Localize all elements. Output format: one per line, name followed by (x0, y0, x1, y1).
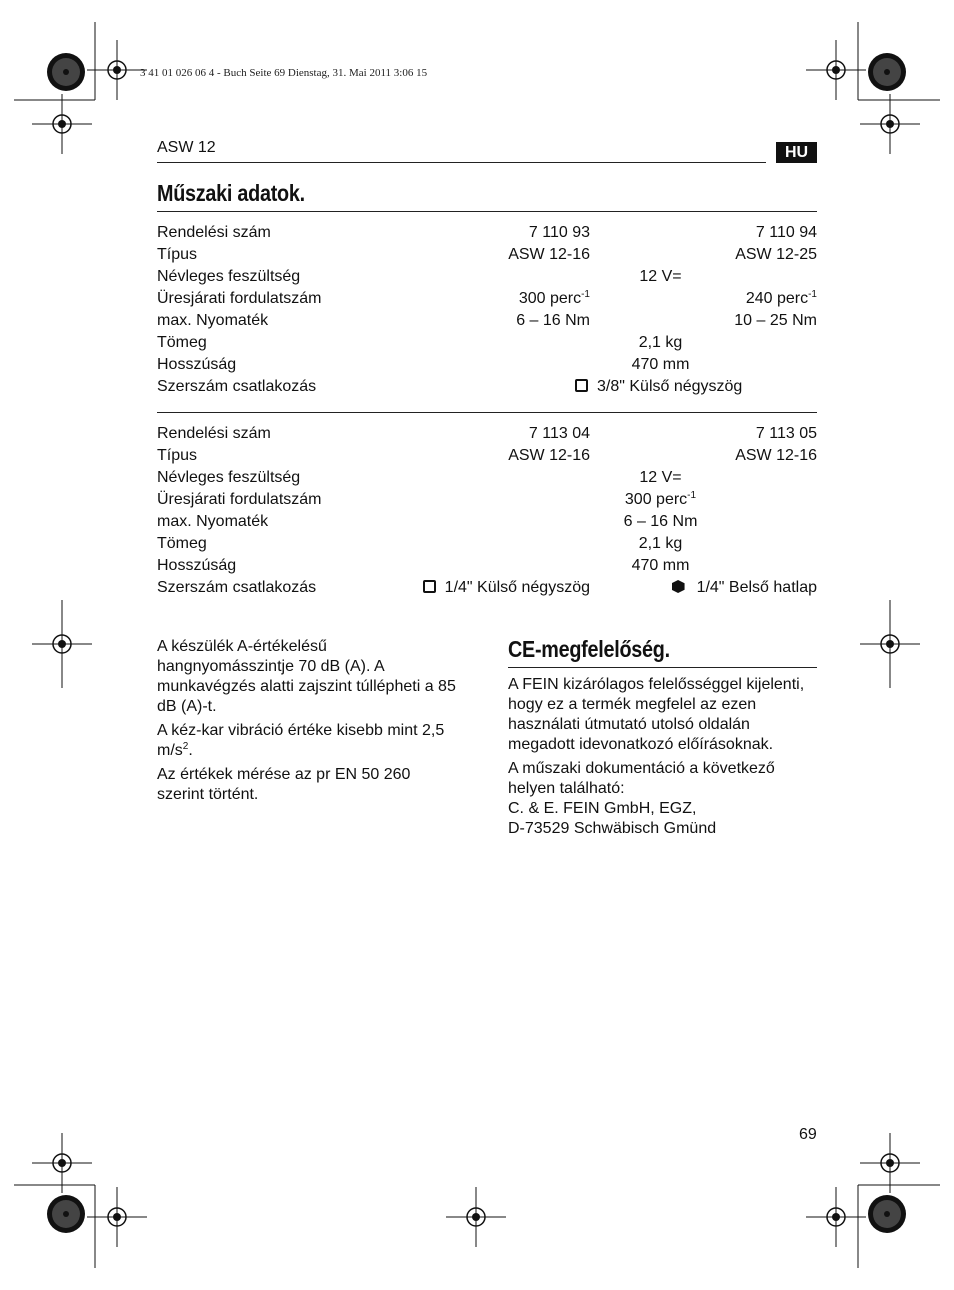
spec-row-speed: Üresjárati fordulatszám 300 perc$^{-1}$ (157, 490, 697, 508)
ce-paragraph-1: A FEIN kizárólagos felelősséggel kijelenti, hogy ez a termék megfelel az ezen használati útmutató utolsó oldalán megadott idevonatkozó előírásoknak. (508, 676, 805, 753)
square-drive-icon (423, 580, 436, 593)
spec-row-type: Típus ASW 12-16 ASW 12-25 (157, 246, 817, 263)
spec-row-length: Hosszúság 470 mm (157, 356, 690, 373)
spec-row-voltage: Névleges feszültség 12 V= (157, 268, 682, 285)
section-rule (157, 211, 817, 212)
measurement-paragraph: Az értékek mérése az pr EN 50 260 szerint történt. (157, 766, 411, 803)
ce-paragraph-2: A műszaki dokumentáció a következő helyen található: C. & E. FEIN GmbH, EGZ, D-73529 Schwäbisch Gmünd (508, 760, 775, 837)
spec-table-2 (157, 423, 817, 599)
square-drive-icon (575, 379, 588, 392)
spec-row-order-no: Rendelési szám 7 113 04 7 113 05 (157, 425, 817, 442)
spec-row-tool-mount: Szerszám csatlakozás 3/8" Külső négyszög (157, 378, 743, 395)
spec-row-torque: max. Nyomaték 6 – 16 Nm 10 – 25 Nm (157, 312, 817, 329)
spec-row-torque: max. Nyomaték 6 – 16 Nm (157, 513, 698, 530)
spec-row-length: Hosszúság 470 mm (157, 557, 690, 574)
hex-socket-icon (672, 580, 685, 593)
spec-table-1 (157, 222, 817, 398)
spec-row-speed: Üresjárati fordulatszám 300 perc$^{-1}$ 240 perc$^{-1}$ (157, 289, 817, 307)
section-rule (508, 667, 817, 668)
spec-row-order-no: Rendelési szám 7 110 93 7 110 94 (157, 224, 817, 241)
noise-vibration-info (157, 637, 457, 809)
spec-row-voltage: Névleges feszültség 12 V= (157, 469, 682, 486)
section-rule (157, 412, 817, 413)
spec-row-weight: Tömeg 2,1 kg (157, 334, 683, 351)
noise-paragraph: A készülék A-értékelésű hangnyomásszintje 70 dB (A). A munkavégzés alatti zajszint túllépheti a 85 dB (A)-t. (157, 638, 456, 715)
spec-row-weight: Tömeg 2,1 kg (157, 535, 683, 552)
header-rule (157, 162, 766, 163)
header-model: ASW 12 (157, 139, 216, 156)
spec-row-tool-mount: Szerszám csatlakozás 1/4" Külső négyszög 1/4" Belső hatlap (157, 579, 817, 596)
print-slug-line: 3 41 01 026 06 4 - Buch Seite 69 Dienstag, 31. Mai 2011 3:06 15 (140, 67, 428, 79)
section-title-ce: CE-megfelelőség. (508, 636, 670, 662)
spec-row-type: Típus ASW 12-16 ASW 12-16 (157, 447, 817, 464)
page-number: 69 (799, 1126, 817, 1143)
vibration-paragraph: A kéz-kar vibráció értéke kisebb mint 2,5 $m/s^2$. (157, 722, 445, 759)
section-title-technical: Műszaki adatok. (157, 180, 305, 206)
language-badge: HU (776, 142, 817, 163)
ce-declaration (508, 675, 818, 839)
